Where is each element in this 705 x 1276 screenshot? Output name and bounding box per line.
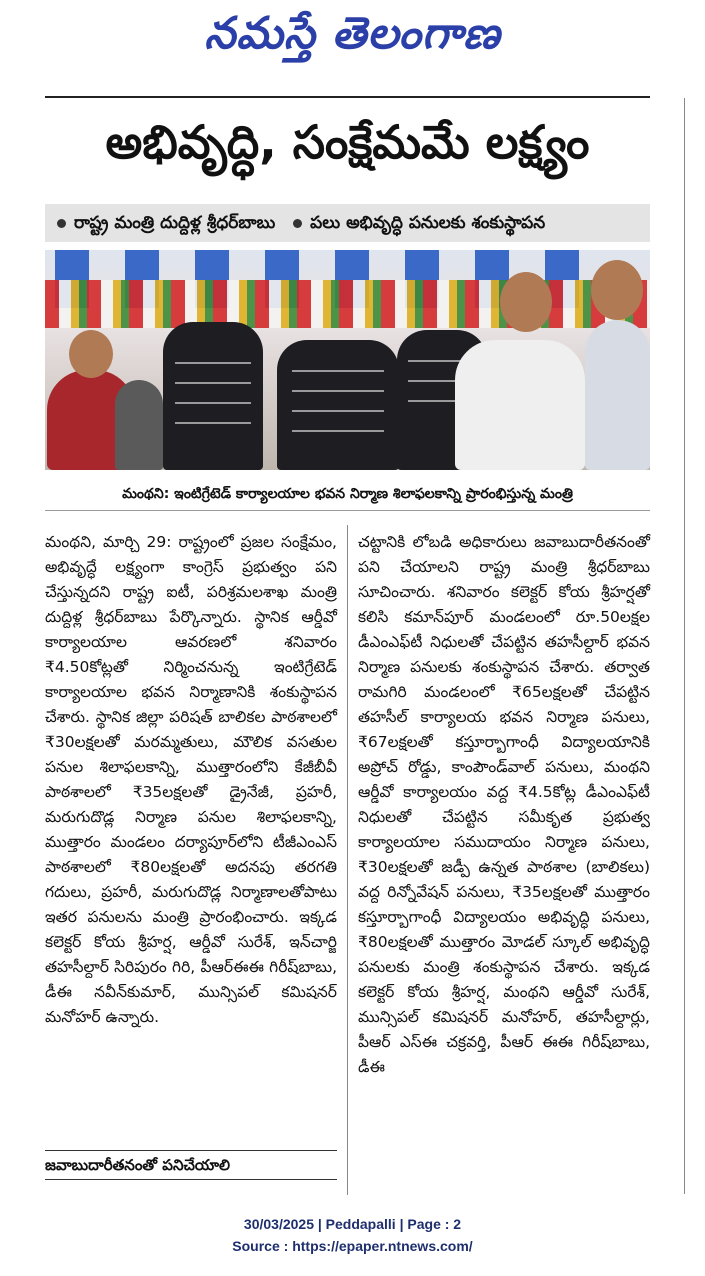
article-photo xyxy=(45,250,650,470)
masthead-title: నమస్తే తెలంగాణ xyxy=(204,8,501,59)
bullet-icon xyxy=(293,219,302,228)
column-divider xyxy=(347,525,348,1195)
bullet-icon xyxy=(57,219,66,228)
subheading-text: పలు అభివృద్ధి పనులకు శంకుస్థాపన xyxy=(310,213,546,233)
subheading-item xyxy=(57,213,275,233)
subheading-bar xyxy=(45,204,650,242)
footer-source: Source : https://epaper.ntnews.com/ xyxy=(232,1238,473,1254)
masthead-divider xyxy=(45,96,650,98)
page-edge-line xyxy=(684,98,685,1194)
footer-date-page: 30/03/2025 | Peddapalli | Page : 2 xyxy=(243,1216,462,1232)
article-subhead: జవాబుదారీతనంతో పనిచేయాలి xyxy=(45,1150,337,1180)
subheading-item xyxy=(293,213,545,233)
article-column-right: చట్టానికి లోబడి అధికారులు జవాబుదారీతనంతో పని చేయాలని రాష్ట్ర మంత్రి శ్రీధర్‌బాబు సూచించారు. శనివారం కలెక్టర్ కోయ శ్రీహర్షతో కలిసి కమాన్‌పూర్ మండలంలో రూ.50లక్షల డీఎంఎఫ్‌టీ నిధులతో చేపట్టిన తహసీల్దార్ భవన నిర్మాణ పనులకు శంకుస్థాపన చేశారు. తర్వాత రామగిరి మండలంలో ₹65లక్షలతో చేపట్టిన తహసీల్ కార్యాలయ భవన నిర్మాణ పనులు, ₹67లక్షలతో కస్తూర్బాగాంధీ విద్యాలయానికి అప్రోచ్ రోడ్డు, కాంపౌండ్‌వాల్ పనులు, మంథని ఆర్డీవో కార్యాలయం వద్ద ₹4.5కోట్ల డీఎంఎఫ్‌టీ నిధులతో చేపట్టిన సమీకృత ప్రభుత్వ కార్యాలయాల సముదాయం నిర్మాణ పనులు, ₹30లక్షలతో జడ్పీ ఉన్నత పాఠశాల (బాలికలు) వద్ద రిన్నోవేషన్ పనులు, ₹35లక్షలతో ముత్తారం కస్తూర్బాగాంధీ విద్యాలయం అభివృద్ధి పనులు, ₹80లక్షలతో ముత్తారం మోడల్ స్కూల్ అభివృద్ధి పనులకు మంత్రి శంకుస్థాపన చేశారు. ఇక్కడ కలెక్టర్ కోయ శ్రీహర్ష, మంథని ఆర్డీవో సురేశ్, మున్సిపల్ కమిషనర్ మనోహర్, తహసీల్దార్లు, పీఆర్ ఎస్‌ఈ చక్రవర్తి, పీఆర్ ఈఈ గిరీష్‌బాబు, డీఈ xyxy=(358,533,650,1076)
subheading-text: రాష్ట్ర మంత్రి దుద్దిళ్ల శ్రీధర్‌బాబు xyxy=(74,213,276,233)
photo-caption: మంథని: ఇంటిగ్రేటెడ్ కార్యాలయాల భవన నిర్మాణ శిలాఫలకాన్ని ప్రారంభిస్తున్న మంత్రి xyxy=(45,478,650,511)
newspaper-masthead xyxy=(0,0,705,80)
article-headline: అభివృద్ధి, సంక్షేమమే లక్ష్యం xyxy=(105,115,590,169)
article-column-left: మంథని, మార్చి 29: రాష్ట్రంలో ప్రజల సంక్షేమం, అభివృద్ధే లక్ష్యంగా కాంగ్రెస్ ప్రభుత్వం పని చేస్తున్నదని రాష్ట్ర ఐటీ, పరిశ్రమలశాఖ మంత్రి దుద్దిళ్ల శ్రీధర్‌బాబు పేర్కొన్నారు. స్థానిక ఆర్డీవో కార్యాలయాల ఆవరణలో శనివారం ₹4.50కోట్లతో నిర్మించనున్న ఇంటిగ్రేటెడ్ కార్యాలయాల భవన నిర్మాణానికి శంకుస్థాపన చేశారు. స్థానిక జిల్లా పరిషత్ బాలికల పాఠశాలలో ₹30లక్షలతో మరమ్మతులు, మౌలిక వసతుల పనుల శిలాఫలకాన్ని, ముత్తారంలోని కేజీబీవీ పాఠశాలలో ₹35లక్షలతో డ్రైనేజీ, ప్రహరీ, మరుగుదొడ్ల నిర్మాణ పనుల శిలాఫలకాన్ని, ముత్తారం మండలం దర్యాపూర్‌లోని టీజీఎంఎస్ పాఠశాలలో ₹80లక్షలతో అదనపు తరగతి గదులు, ప్రహరీ, మరుగుదొడ్ల నిర్మాణాలతోపాటు ఇతర పనులను మంత్రి ప్రారంభించారు. ఇక్కడ కలెక్టర్ కోయ శ్రీహర్ష, ఆర్డీవో సురేశ్, ఇన్‌చార్జి తహసీల్దార్ సిరిపురం గిరి, పీఆర్‌ఈఈ గిరీష్‌బాబు, డీఈ నవీన్‌కుమార్, మున్సిపల్ కమిషనర్ మనోహర్ ఉన్నారు. xyxy=(45,533,337,1026)
